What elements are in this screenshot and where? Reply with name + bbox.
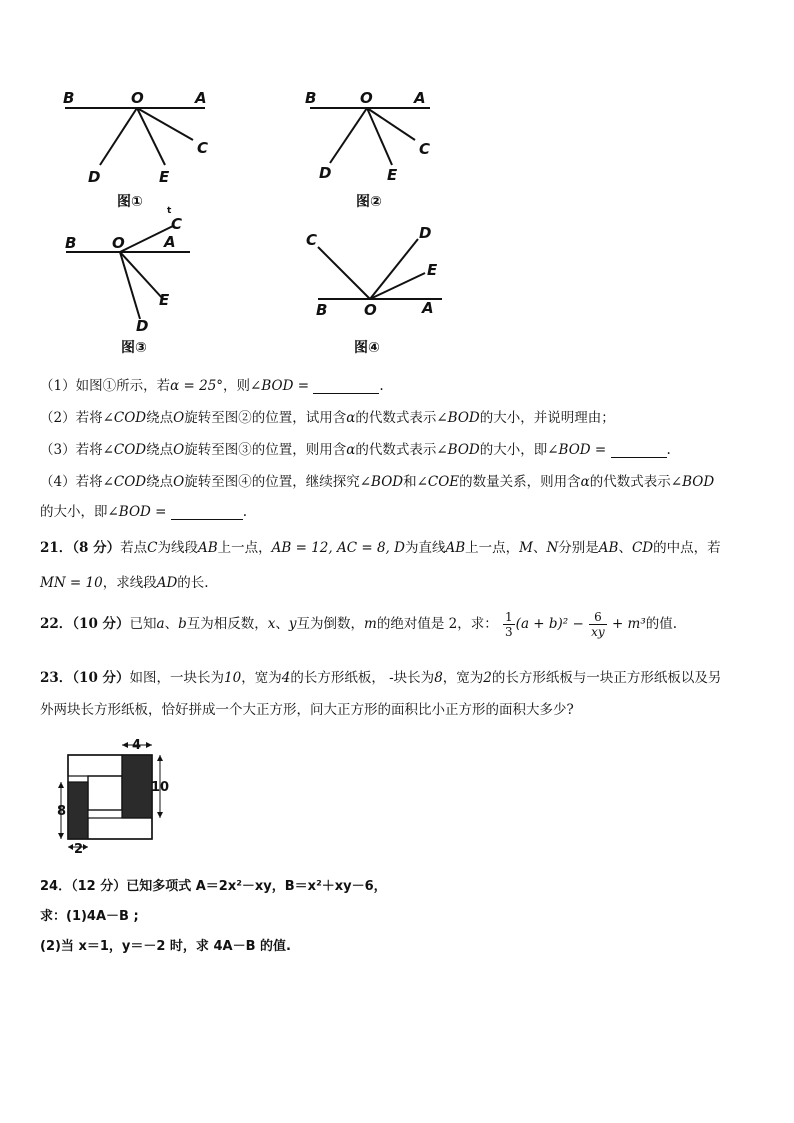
label-a: A	[164, 233, 176, 251]
label-o: O	[131, 89, 144, 107]
label-c: C	[306, 231, 318, 249]
q24-line2: 求：(1)4A－B ;	[40, 909, 139, 924]
caption-fig1: 图①	[117, 194, 143, 210]
arrowhead	[157, 812, 163, 818]
arrowhead	[157, 755, 163, 761]
label-e: E	[159, 168, 170, 186]
q20-part2: （2）若将∠COD绕点O旋转至图②的位置，试用含α的代数式表示∠BOD的大小，并说明理由；	[40, 410, 615, 426]
label-o: O	[112, 234, 125, 252]
dim-right-label: 10	[151, 780, 170, 795]
q21-line1: 21．（8 分）若点C为线段AB上一点，AB = 12, AC = 8, D为直线AB上一点，M、N分别是AB、CD的中点，若	[40, 540, 721, 556]
label-b: B	[65, 234, 77, 252]
caption-fig4: 图④	[354, 340, 380, 356]
figure-1-diagram	[55, 85, 225, 215]
caption-fig3: 图③	[121, 340, 147, 356]
ray-oe	[370, 273, 425, 299]
figure-4	[300, 225, 450, 360]
dark-rectangle-10x4	[122, 755, 152, 818]
answer-blank-1[interactable]	[313, 379, 379, 394]
fraction-one-third: $\frac{1}{3}$	[505, 610, 513, 639]
label-a: A	[195, 89, 207, 107]
arrowhead	[146, 742, 152, 748]
figure-3	[60, 212, 210, 357]
q22: 22．（10 分）已知a、b互为相反数，x、y互为倒数，m的绝对值是 2，求： $\frac{1}{3}$ (a + b)² − $\frac{6}{xy}$ + m³的值.	[40, 610, 678, 639]
q20-part4-cont: 的大小，即∠BOD = .	[40, 504, 248, 520]
answer-blank-4[interactable]	[171, 505, 243, 520]
arrowhead	[122, 742, 128, 748]
label-d: D	[88, 168, 101, 186]
arrowhead	[68, 844, 73, 850]
label-e: E	[159, 291, 170, 309]
label-d: D	[419, 224, 432, 242]
ray-od	[370, 239, 418, 299]
dim-bottom-label: 2	[74, 842, 84, 857]
arrowhead	[83, 844, 88, 850]
top-rectangle	[68, 755, 122, 776]
label-c: C	[419, 140, 431, 158]
q23-line2: 外两块长方形纸板，恰好拼成一个大正方形，问大正方形的面积比小正方形的面积大多少?	[40, 702, 574, 718]
figure-1	[55, 85, 225, 215]
arrowhead	[58, 833, 64, 839]
figure-4-diagram	[300, 225, 450, 360]
dim-left-label: 8	[57, 804, 67, 819]
label-b: B	[305, 89, 317, 107]
label-e: E	[387, 166, 398, 184]
q24-line1: 24．（12 分）已知多项式 A＝2x²－xy，B＝x²＋xy－6，	[40, 879, 387, 894]
dark-rectangle-8x2	[68, 782, 88, 839]
label-b: B	[316, 301, 328, 319]
figure-23-diagram	[52, 737, 182, 857]
figure-2	[300, 85, 460, 215]
small-square	[88, 776, 122, 810]
label-a: A	[422, 299, 434, 317]
dim-top-label: 4	[132, 738, 142, 753]
label-o: O	[360, 89, 373, 107]
q20-part4: （4）若将∠COD绕点O旋转至图④的位置，继续探究∠BOD和∠COE的数量关系，则用含α的代数式表示∠BOD	[40, 474, 715, 490]
label-c: C	[197, 139, 209, 157]
bottom-rectangle	[88, 818, 152, 839]
ray-oc	[318, 247, 370, 299]
q21-line2: MN = 10，求线段AD的长.	[40, 575, 209, 591]
label-d: D	[319, 164, 332, 182]
ray-od	[330, 108, 367, 163]
caption-fig2: 图②	[356, 194, 382, 210]
figure-3-diagram	[60, 212, 210, 357]
label-c: C	[171, 215, 183, 233]
label-e: E	[427, 261, 438, 279]
label-b: B	[63, 89, 75, 107]
q24-line3: (2)当 x＝1，y＝－2 时，求 4A－B 的值.	[40, 939, 291, 954]
label-o: O	[364, 301, 377, 319]
figure-23	[52, 737, 182, 857]
q20-part3: （3）若将∠COD绕点O旋转至图③的位置，则用含α的代数式表示∠BOD的大小，即∠BOD = .	[40, 442, 671, 458]
answer-blank-3[interactable]	[611, 443, 667, 458]
fraction-six-over-xy: $\frac{6}{xy}$	[591, 610, 605, 639]
q23-line1: 23．（10 分）如图，一块长为10，宽为4的长方形纸板， -块长为8，宽为2的长方形纸板与一块正方形纸板以及另	[40, 670, 722, 686]
label-a: A	[414, 89, 426, 107]
label-d: D	[136, 317, 149, 335]
ray-od	[100, 108, 137, 165]
stray-mark: t	[167, 206, 172, 216]
figure-2-diagram	[300, 85, 460, 215]
arrowhead	[58, 782, 64, 788]
q20-part1: （1）如图①所示，若α = 25°，则∠BOD = .	[40, 378, 384, 394]
